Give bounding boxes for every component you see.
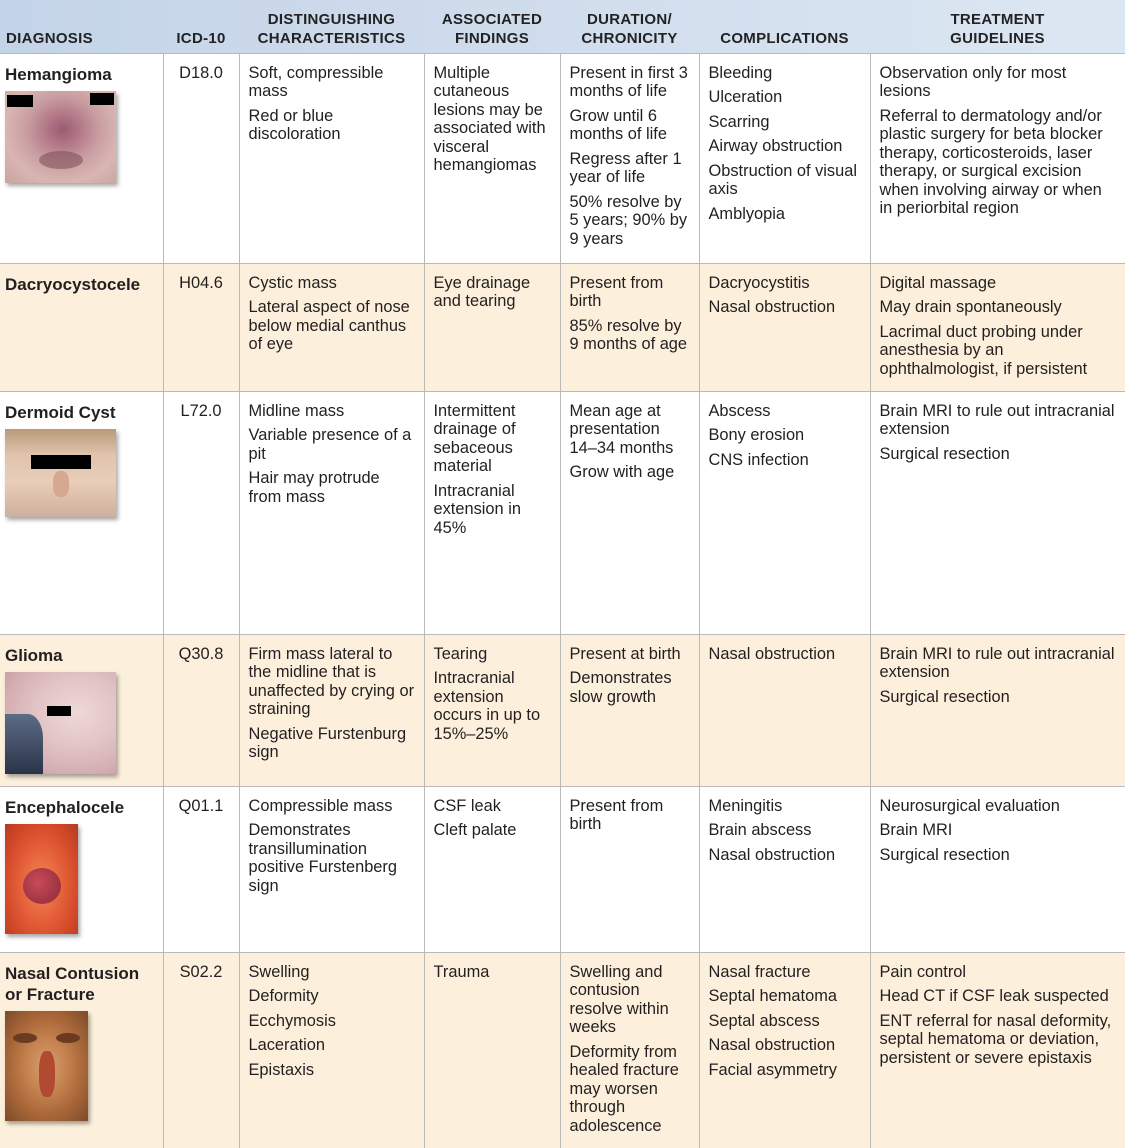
list-item: Surgical resection — [879, 444, 1010, 463]
table-row — [0, 786, 1125, 952]
distinguishing-cell — [239, 53, 424, 263]
diagnosis-cell — [0, 786, 163, 952]
list-item: Variable presence of a pit — [248, 426, 412, 463]
list-item: Amblyopia — [708, 204, 786, 223]
list-item: Observation only for most lesions — [879, 63, 1067, 100]
list-item: Demonstrates slow growth — [569, 669, 672, 706]
treatment-cell — [870, 634, 1125, 786]
diagnosis-name: Encephalocele — [5, 797, 125, 817]
list-item: Present at birth — [569, 644, 681, 663]
list-item: Neurosurgical evaluation — [879, 796, 1060, 815]
list-item: Surgical resection — [879, 845, 1010, 864]
icd-code: L72.0 — [163, 391, 239, 634]
list-item: Intracranial extension occurs in up to 15%–25% — [433, 669, 541, 743]
list-item: Facial asymmetry — [708, 1060, 837, 1079]
list-item: Obstruction of visual axis — [708, 161, 857, 198]
nasal-fracture-photo — [5, 1011, 88, 1121]
diagnosis-name: Dacryocystocele — [5, 274, 141, 294]
list-item: 85% resolve by 9 months of age — [569, 316, 688, 353]
table-row — [0, 53, 1125, 263]
list-item: Trauma — [433, 962, 490, 981]
associated-cell — [424, 952, 560, 1148]
header-associated: ASSOCIATED FINDINGS — [441, 10, 543, 47]
list-item: Lacrimal duct probing under anesthesia by an ophthalmologist, if persistent — [879, 322, 1088, 378]
glioma-photo — [5, 672, 116, 774]
diagnosis-name: Hemangioma — [5, 64, 112, 84]
list-item: Soft, compressible mass — [248, 63, 384, 100]
table-row — [0, 263, 1125, 391]
hemangioma-photo — [5, 91, 116, 183]
complications-cell — [699, 634, 870, 786]
list-item: Digital massage — [879, 273, 997, 292]
header-complications: COMPLICATIONS — [720, 29, 849, 47]
list-item: ENT referral for nasal deformity, septal hematoma or deviation, persistent or severe epistaxis — [879, 1011, 1112, 1067]
treatment-cell — [870, 263, 1125, 391]
duration-cell — [560, 391, 699, 634]
list-item: Head CT if CSF leak suspected — [879, 987, 1109, 1005]
list-item: Firm mass lateral to the midline that is unaffected by crying or straining — [248, 644, 415, 718]
list-item: Airway obstruction — [708, 137, 843, 155]
list-item: Brain MRI to rule out intracranial extension — [879, 401, 1115, 438]
list-item: Epistaxis — [248, 1060, 315, 1079]
list-item: Scarring — [708, 112, 770, 131]
header-icd: ICD-10 — [176, 29, 226, 47]
treatment-cell — [870, 952, 1125, 1148]
list-item: Brain MRI — [879, 821, 953, 839]
list-item: Tearing — [433, 644, 488, 663]
list-item: Intermittent drainage of sebaceous material — [433, 401, 516, 475]
list-item: Meningitis — [708, 796, 783, 815]
header-distinguishing: DISTINGUISHING CHARACTERISTICS — [257, 10, 406, 47]
list-item: Regress after 1 year of life — [569, 149, 682, 186]
associated-cell — [424, 53, 560, 263]
list-item: Brain MRI to rule out intracranial extension — [879, 644, 1115, 681]
treatment-cell — [870, 786, 1125, 952]
list-item: Nasal obstruction — [708, 644, 836, 663]
list-item: Present from birth — [569, 796, 664, 833]
diagnosis-cell — [0, 952, 163, 1148]
list-item: Deformity — [248, 987, 319, 1005]
dermoid-cyst-photo — [5, 429, 116, 517]
list-item: Nasal fracture — [708, 962, 811, 981]
list-item: Nasal obstruction — [708, 845, 836, 864]
duration-cell — [560, 634, 699, 786]
list-item: Lateral aspect of nose below medial canthus of eye — [248, 298, 410, 353]
duration-cell — [560, 952, 699, 1148]
list-item: Mean age at presentation 14–34 months — [569, 401, 674, 457]
list-item: Bony erosion — [708, 426, 805, 444]
list-item: Midline mass — [248, 401, 345, 420]
list-item: Multiple cutaneous lesions may be associated with visceral hemangiomas — [433, 63, 546, 174]
associated-cell — [424, 391, 560, 634]
list-item: 50% resolve by 5 years; 90% by 9 years — [569, 192, 688, 248]
list-item: Ecchymosis — [248, 1011, 336, 1030]
list-item: Laceration — [248, 1036, 326, 1054]
distinguishing-cell — [239, 786, 424, 952]
list-item: Septal hematoma — [708, 987, 837, 1005]
complications-cell — [699, 786, 870, 952]
treatment-cell — [870, 53, 1125, 263]
icd-code: H04.6 — [163, 263, 239, 391]
associated-cell — [424, 634, 560, 786]
complications-cell — [699, 53, 870, 263]
associated-cell — [424, 263, 560, 391]
list-item: Cleft palate — [433, 821, 517, 839]
list-item: CNS infection — [708, 450, 809, 469]
treatment-cell — [870, 391, 1125, 634]
distinguishing-cell — [239, 391, 424, 634]
icd-code: D18.0 — [163, 53, 239, 263]
list-item: Swelling and contusion resolve within weeks — [569, 962, 669, 1036]
list-item: Pain control — [879, 962, 967, 981]
table-row — [0, 634, 1125, 786]
list-item: Grow until 6 months of life — [569, 106, 667, 143]
list-item: Nasal obstruction — [708, 298, 836, 316]
encephalocele-photo — [5, 824, 78, 934]
header-diagnosis: DIAGNOSIS — [6, 29, 93, 47]
list-item: Referral to dermatology and/or plastic surgery for beta blocker therapy, corticosteroids, laser therapy, or surgical excision when involving airway or when in periorbital region — [879, 106, 1103, 217]
icd-code: Q01.1 — [163, 786, 239, 952]
list-item: Intracranial extension in 45% — [433, 481, 521, 537]
diagnosis-cell — [0, 391, 163, 634]
header-treatment: TREATMENT GUIDELINES — [950, 10, 1045, 47]
list-item: Eye drainage and tearing — [433, 273, 531, 310]
table-row — [0, 391, 1125, 634]
list-item: Ulceration — [708, 88, 783, 106]
list-item: Deformity from healed fracture may worsen through adolescence — [569, 1042, 679, 1135]
list-item: Swelling — [248, 962, 310, 981]
duration-cell — [560, 263, 699, 391]
distinguishing-cell — [239, 263, 424, 391]
list-item: Abscess — [708, 401, 771, 420]
list-item: Compressible mass — [248, 796, 393, 815]
duration-cell — [560, 786, 699, 952]
list-item: Nasal obstruction — [708, 1036, 836, 1054]
diagnosis-name: Glioma — [5, 645, 63, 665]
complications-cell — [699, 952, 870, 1148]
list-item: Grow with age — [569, 463, 675, 481]
diagnosis-cell — [0, 263, 163, 391]
list-item: Hair may protrude from mass — [248, 469, 380, 506]
diagnosis-cell — [0, 53, 163, 263]
table-header — [0, 0, 1125, 53]
complications-cell — [699, 391, 870, 634]
complications-cell — [699, 263, 870, 391]
list-item: Negative Furstenburg sign — [248, 724, 407, 761]
icd-code: S02.2 — [163, 952, 239, 1148]
header-duration: DURATION/ CHRONICITY — [581, 10, 678, 47]
list-item: CSF leak — [433, 796, 501, 815]
icd-code: Q30.8 — [163, 634, 239, 786]
associated-cell — [424, 786, 560, 952]
diagnosis-name: Dermoid Cyst — [5, 402, 116, 422]
list-item: Present in first 3 months of life — [569, 63, 688, 100]
list-item: Bleeding — [708, 63, 773, 82]
list-item: Red or blue discoloration — [248, 106, 341, 143]
list-item: May drain spontaneously — [879, 298, 1062, 316]
table-row — [0, 952, 1125, 1148]
list-item: Cystic mass — [248, 273, 337, 292]
duration-cell — [560, 53, 699, 263]
list-item: Demonstrates transillumination positive Furstenberg sign — [248, 821, 398, 895]
list-item: Septal abscess — [708, 1011, 820, 1030]
diagnosis-cell — [0, 634, 163, 786]
diagnosis-name: Nasal Contusion or Fracture — [5, 963, 140, 1004]
list-item: Surgical resection — [879, 687, 1010, 706]
distinguishing-cell — [239, 952, 424, 1148]
distinguishing-cell — [239, 634, 424, 786]
list-item: Present from birth — [569, 273, 664, 310]
list-item: Dacryocystitis — [708, 273, 810, 292]
list-item: Brain abscess — [708, 821, 812, 839]
